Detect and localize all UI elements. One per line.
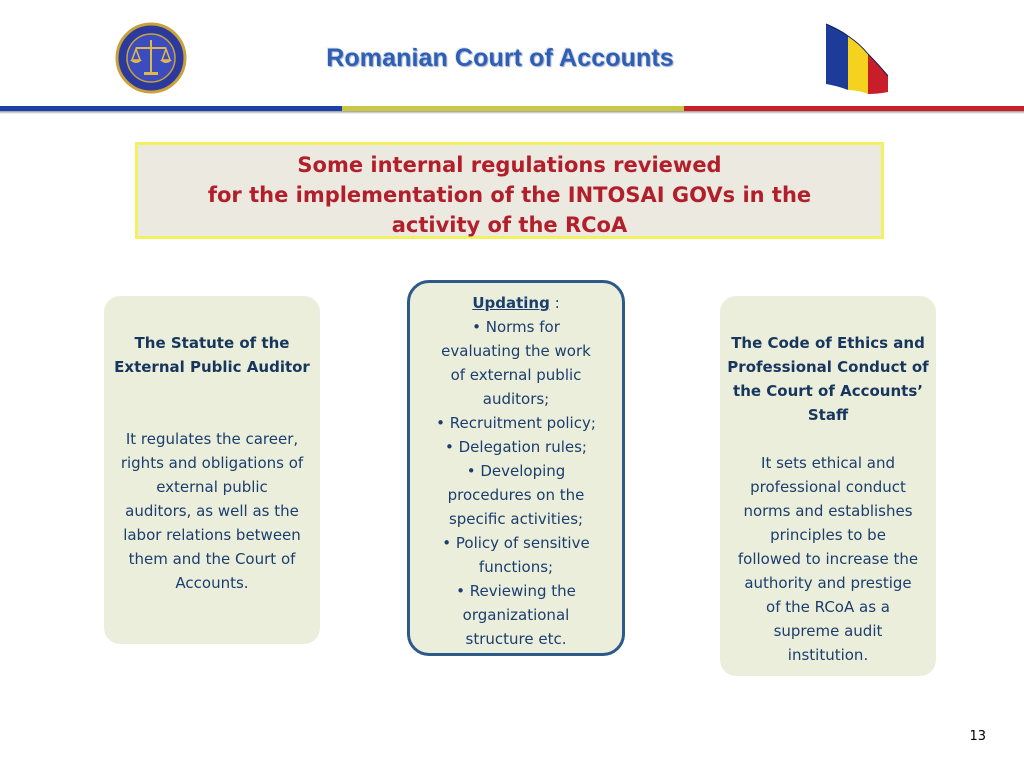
statute-heading-line: The Statute of the [134,334,290,352]
statute-heading-line: External Public Auditor [114,358,310,376]
romania-flag-icon [822,20,894,96]
ethics-heading-line: Staff [807,406,849,424]
statute-body-line: labor relations between [123,526,301,544]
updating-line: procedures on the [447,486,585,504]
slide-title-line-2: for the implementation of the INTOSAI GOVs in the [207,183,812,207]
code-of-ethics-card [720,296,936,676]
statute-card [104,296,320,644]
updating-label: Updating [472,294,550,312]
ethics-body-line: supreme audit [773,622,883,640]
updating-line: structure etc. [465,630,567,648]
updating-colon: : [549,294,560,312]
updating-line: organizational [462,606,570,624]
updating-line: evaluating the work [441,342,591,360]
ethics-heading-line: Professional Conduct of [727,358,929,376]
ethics-body-line: institution. [787,646,869,664]
ethics-card-heading [726,331,930,427]
ethics-body-line: professional conduct [750,478,906,496]
ethics-body-line: authority and prestige [744,574,912,592]
updating-heading [416,291,616,315]
ethics-heading-line: The Code of Ethics and [731,334,925,352]
statute-body-line: auditors, as well as the [125,502,299,520]
updating-line: • Reviewing the [456,582,576,600]
page-number: 13 [969,729,986,744]
divider-shadow [0,111,1024,114]
header-title: Romanian Court of Accounts [326,44,674,72]
ethics-body-line: It sets ethical and [761,454,895,472]
statute-card-heading [112,331,312,379]
ethics-body-line: norms and establishes [743,502,913,520]
updating-line: auditors; [482,390,550,408]
slide-title-line-3: activity of the RCoA [391,213,628,237]
updating-line: of external public [450,366,582,384]
slide-title-box [135,142,884,239]
updating-line: functions; [478,558,554,576]
statute-card-body [112,427,312,595]
ethics-body-line: of the RCoA as a [766,598,890,616]
statute-body-line: rights and obligations of [120,454,304,472]
statute-body-line: them and the Court of [128,550,296,568]
statute-body-line: Accounts. [175,574,249,592]
updating-line: • Developing [466,462,566,480]
updating-line: specific activities; [448,510,584,528]
updating-line: • Recruitment policy; [436,414,596,432]
updating-line: • Norms for [472,318,560,336]
statute-body-line: It regulates the career, [125,430,299,448]
slide-title-line-1: Some internal regulations reviewed [297,153,722,177]
updating-line: • Delegation rules; [445,438,587,456]
ethics-card-body [726,451,930,667]
statute-body-line: external public [156,478,268,496]
ethics-body-line: principles to be [770,526,886,544]
ethics-body-line: followed to increase the [737,550,919,568]
ethics-heading-line: the Court of Accounts’ [733,382,923,400]
updating-line: • Policy of sensitive [442,534,590,552]
updating-card [407,280,625,656]
